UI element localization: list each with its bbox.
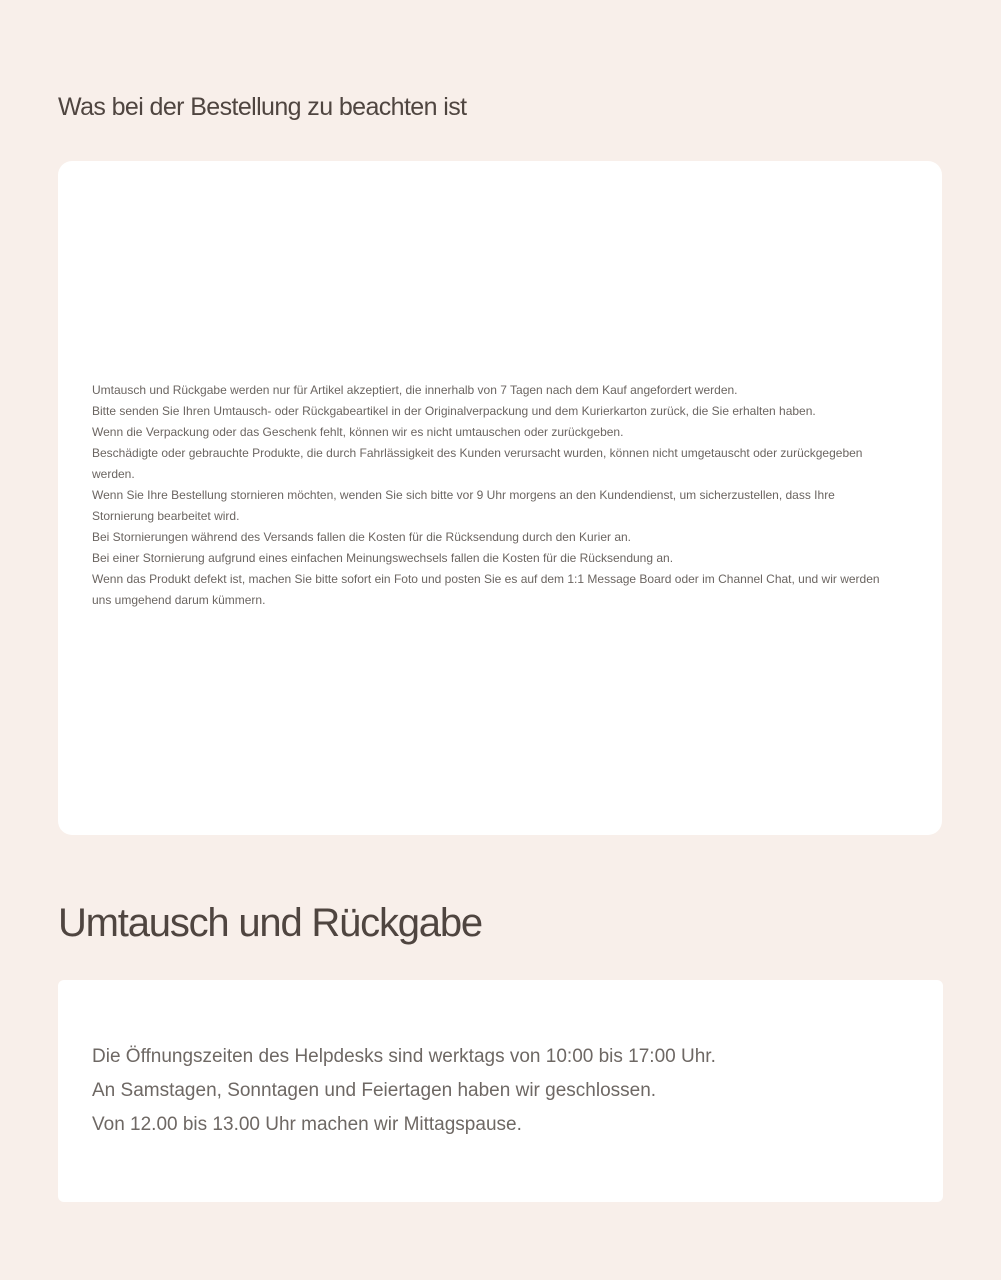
helpdesk-hours-card bbox=[58, 980, 943, 1202]
order-note-item: Beschädigte oder gebrauchte Produkte, die durch Fahrlässigkeit des Kunden verursacht wurden, können nicht umgetauscht oder zurückgegeben werden. bbox=[92, 446, 863, 481]
order-notes-heading: Was bei der Bestellung zu beachten ist bbox=[58, 93, 467, 121]
order-note-item: Bei Stornierungen während des Versands fallen die Kosten für die Rücksendung durch den Kurier an. bbox=[92, 530, 632, 544]
order-note-item: Umtausch und Rückgabe werden nur für Artikel akzeptiert, die innerhalb von 7 Tagen nach dem Kauf angefordert werden. bbox=[92, 383, 738, 397]
order-note-item: Wenn das Produkt defekt ist, machen Sie bitte sofort ein Foto und posten Sie es auf dem 1:1 Message Board oder im Channel Chat, und wir werden uns umgehend darum kümmern. bbox=[92, 572, 880, 607]
order-note-item: Bitte senden Sie Ihren Umtausch- oder Rückgabeartikel in der Originalverpackung und dem Kurierkarton zurück, die Sie erhalten haben. bbox=[92, 404, 816, 418]
order-notes-list bbox=[92, 380, 892, 611]
helpdesk-hours-list bbox=[92, 1040, 716, 1142]
helpdesk-hours-line: Von 12.00 bis 13.00 Uhr machen wir Mittagspause. bbox=[92, 1114, 522, 1135]
helpdesk-hours-line: An Samstagen, Sonntagen und Feiertagen haben wir geschlossen. bbox=[92, 1080, 657, 1101]
order-note-item: Bei einer Stornierung aufgrund eines einfachen Meinungswechsels fallen die Kosten für die Rücksendung an. bbox=[92, 551, 674, 565]
helpdesk-hours-line: Die Öffnungszeiten des Helpdesks sind werktags von 10:00 bis 17:00 Uhr. bbox=[92, 1046, 716, 1067]
returns-heading: Umtausch und Rückgabe bbox=[58, 901, 482, 945]
order-note-item: Wenn Sie Ihre Bestellung stornieren möchten, wenden Sie sich bitte vor 9 Uhr morgens an den Kundendienst, um sicherzustellen, dass Ihre Stornierung bearbeitet wird. bbox=[92, 488, 835, 523]
order-note-item: Wenn die Verpackung oder das Geschenk fehlt, können wir es nicht umtauschen oder zurückgeben. bbox=[92, 425, 624, 439]
order-notes-card bbox=[58, 161, 942, 835]
